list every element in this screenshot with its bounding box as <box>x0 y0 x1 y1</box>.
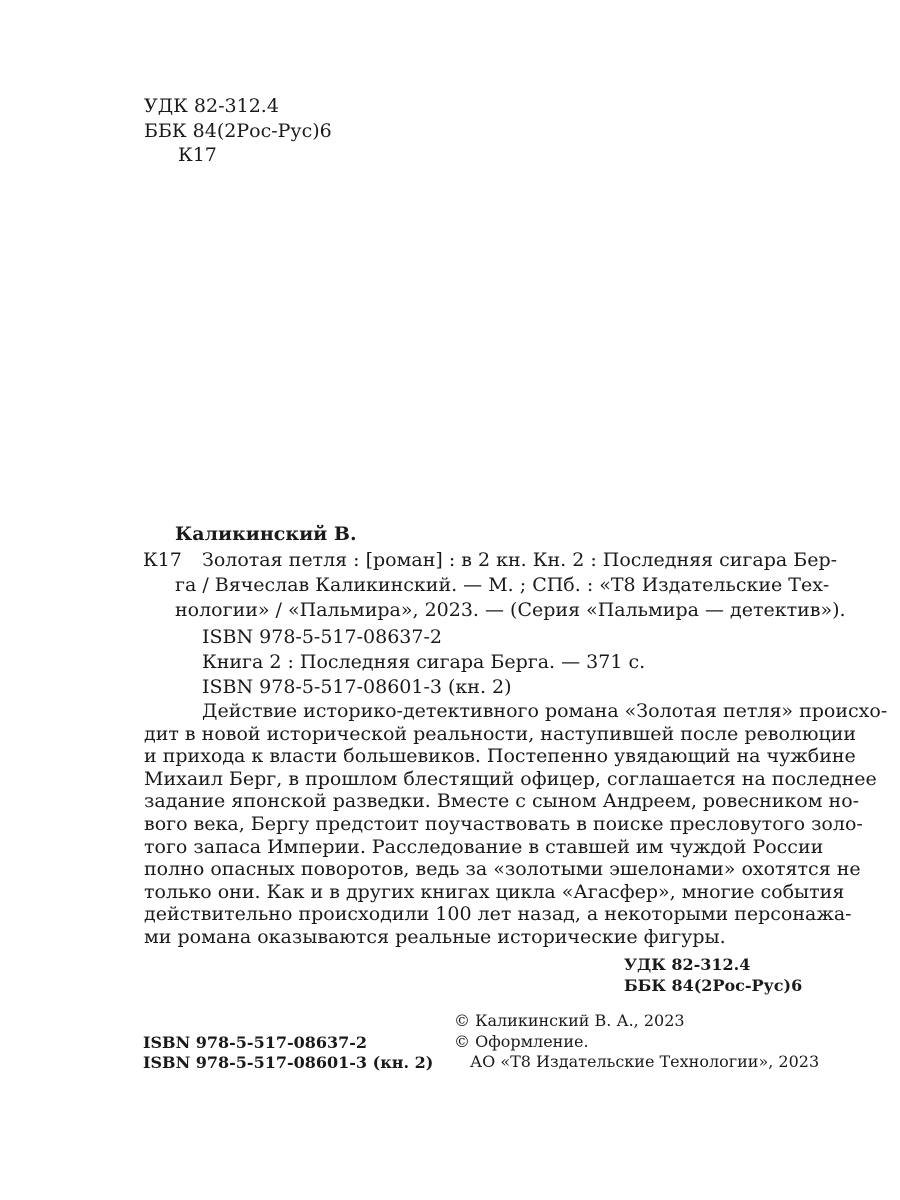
top-author-mark: К17 <box>178 144 217 166</box>
copyright-publisher: АО «Т8 Издательские Технологии», 2023 <box>470 1052 820 1071</box>
annotation-line: того запаса Империи. Расследование в ставшей им чуждой России <box>144 835 824 858</box>
annotation-paragraph <box>144 700 888 949</box>
annotation-line: и прихода к власти большевиков. Постепенно увядающий на чужбине <box>144 745 856 768</box>
record-isbn-set: ISBN 978-5-517-08637-2 <box>202 626 442 648</box>
annotation-line: полно опасных поворотов, ведь за «золотыми эшелонами» охотятся не <box>144 858 861 881</box>
bottom-bbk-code: ББК 84(2Рос-Рус)6 <box>624 976 803 995</box>
bottom-isbn-set: ISBN 978-5-517-08637-2 <box>143 1033 368 1052</box>
annotation-line: только они. Как и в других книгах цикла «Агасфер», многие события <box>144 880 845 903</box>
record-book-info: Книга 2 : Последняя сигара Берга. — 371 с. <box>202 651 646 673</box>
record-title-line-2: га / Вячеслав Каликинский. — М. ; СПб. : «Т8 Издательские Тех- <box>175 574 830 596</box>
top-udk-code: УДК 82-312.4 <box>144 95 279 117</box>
copyright-design-label: © Оформление. <box>454 1032 589 1051</box>
bottom-isbn-book: ISBN 978-5-517-08601-3 (кн. 2) <box>143 1053 434 1072</box>
annotation-line: ми романа оказываются реальные исторические фигуры. <box>144 925 726 948</box>
annotation-line: задание японской разведки. Вместе с сыном Андреем, ровесником но- <box>144 790 860 813</box>
record-title-line-1: Золотая петля : [роман] : в 2 кн. Кн. 2 : Последняя сигара Бер- <box>202 549 838 571</box>
bottom-udk-code: УДК 82-312.4 <box>624 955 751 974</box>
annotation-line: вого века, Бергу предстоит поучаствовать в поиске пресловутого золо- <box>144 812 863 835</box>
annotation-line: действительно происходили 100 лет назад, а некоторыми персонажа- <box>144 903 852 926</box>
record-isbn-book: ISBN 978-5-517-08601-3 (кн. 2) <box>202 676 512 698</box>
record-author-mark: К17 <box>143 549 182 571</box>
annotation-line: дит в новой исторической реальности, наступившей после революции <box>144 722 857 745</box>
record-title-line-3: нологии» / «Пальмира», 2023. — (Серия «Пальмира — детектив»). <box>175 599 846 621</box>
record-author: Каликинский В. <box>175 523 357 545</box>
copyright-author: © Каликинский В. А., 2023 <box>454 1011 685 1030</box>
annotation-line: Михаил Берг, в прошлом блестящий офицер, соглашается на последнее <box>144 767 877 790</box>
top-bbk-code: ББК 84(2Рос-Рус)6 <box>144 120 332 142</box>
annotation-line: Действие историко-детективного романа «Золотая петля» происхо- <box>202 700 888 722</box>
